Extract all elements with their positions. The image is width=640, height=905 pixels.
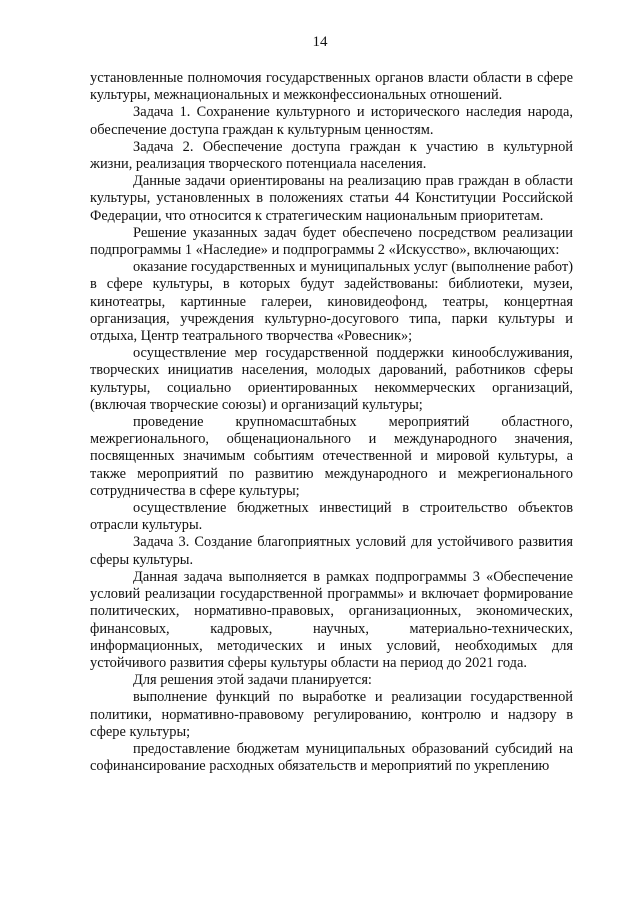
list-item-events: проведение крупномасштабных мероприятий областного, межрегионального, общенационального и международного значения, посвященных значимым событиям отечественной и мировой культуры, а также мероприятий по развитию международного и межрегионального сотрудничества в сфере культуры; bbox=[90, 414, 573, 499]
page-number: 14 bbox=[312, 34, 328, 50]
paragraph-task-3-description: Данная задача выполняется в рамках подпрограммы 3 «Обеспечение условий реализации государственной программы» и включает формирование политических, нормативно-правовых, организационных, экономических, финансовых, кадровых, научных, материально-технических, информационных, методических и иных условий, необходимых для устойчивого развития сферы культуры области на период до 2021 года. bbox=[90, 568, 573, 671]
list-item-services: оказание государственных и муниципальных услуг (выполнение работ) в сфере культуры, в которых будут задействованы: библиотеки, музеи, кинотеатры, картинные галереи, киновидеофонд, театры, концертная организация, учреждения культурно-досугового типа, парки культуры и отдыха, Центр театрального творчества «Ровесник»; bbox=[90, 259, 573, 345]
paragraph-task-2: Задача 2. Обеспечение доступа граждан к участию в культурной жизни, реализация творческого потенциала населения. bbox=[90, 138, 573, 173]
list-item-state-support: осуществление мер государственной поддержки кинообслуживания, творческих инициатив населения, молодых дарований, работников сферы культуры, социально ориентированных некоммерческих организаций, (включая творческие союзы) и организаций культуры; bbox=[90, 345, 573, 413]
list-item-investments: осуществление бюджетных инвестиций в строительство объектов отрасли культуры. bbox=[90, 500, 573, 534]
paragraph-task-1: Задача 1. Сохранение культурного и исторического наследия народа, обеспечение доступа граждан к культурным ценностям. bbox=[90, 104, 573, 138]
list-item-functions: выполнение функций по выработке и реализации государственной политики, нормативно-правовому регулированию, контролю и надзору в сфере культуры; bbox=[90, 689, 573, 740]
list-item-subsidies: предоставление бюджетам муниципальных образований субсидий на софинансирование расходных обязательств и мероприятий по укреплению bbox=[90, 740, 573, 775]
paragraph-subprograms-intro: Решение указанных задач будет обеспечено посредством реализации подпрограммы 1 «Наследие» и подпрограммы 2 «Искусство», включающих: bbox=[90, 224, 573, 259]
paragraph-continuation: установленные полномочия государственных органов власти области в сфере культуры, межнациональных и межконфессиональных отношений. bbox=[90, 70, 573, 104]
document-body bbox=[90, 70, 573, 775]
paragraph-planned-intro: Для решения этой задачи планируется: bbox=[133, 672, 372, 689]
paragraph-task-3: Задача 3. Создание благоприятных условий для устойчивого развития сферы культуры. bbox=[90, 534, 573, 568]
paragraph-tasks-rationale: Данные задачи ориентированы на реализацию прав граждан в области культуры, установленных в положениях статьи 44 Конституции Российской Федерации, что относится к стратегическим национальным приоритетам. bbox=[90, 173, 573, 224]
